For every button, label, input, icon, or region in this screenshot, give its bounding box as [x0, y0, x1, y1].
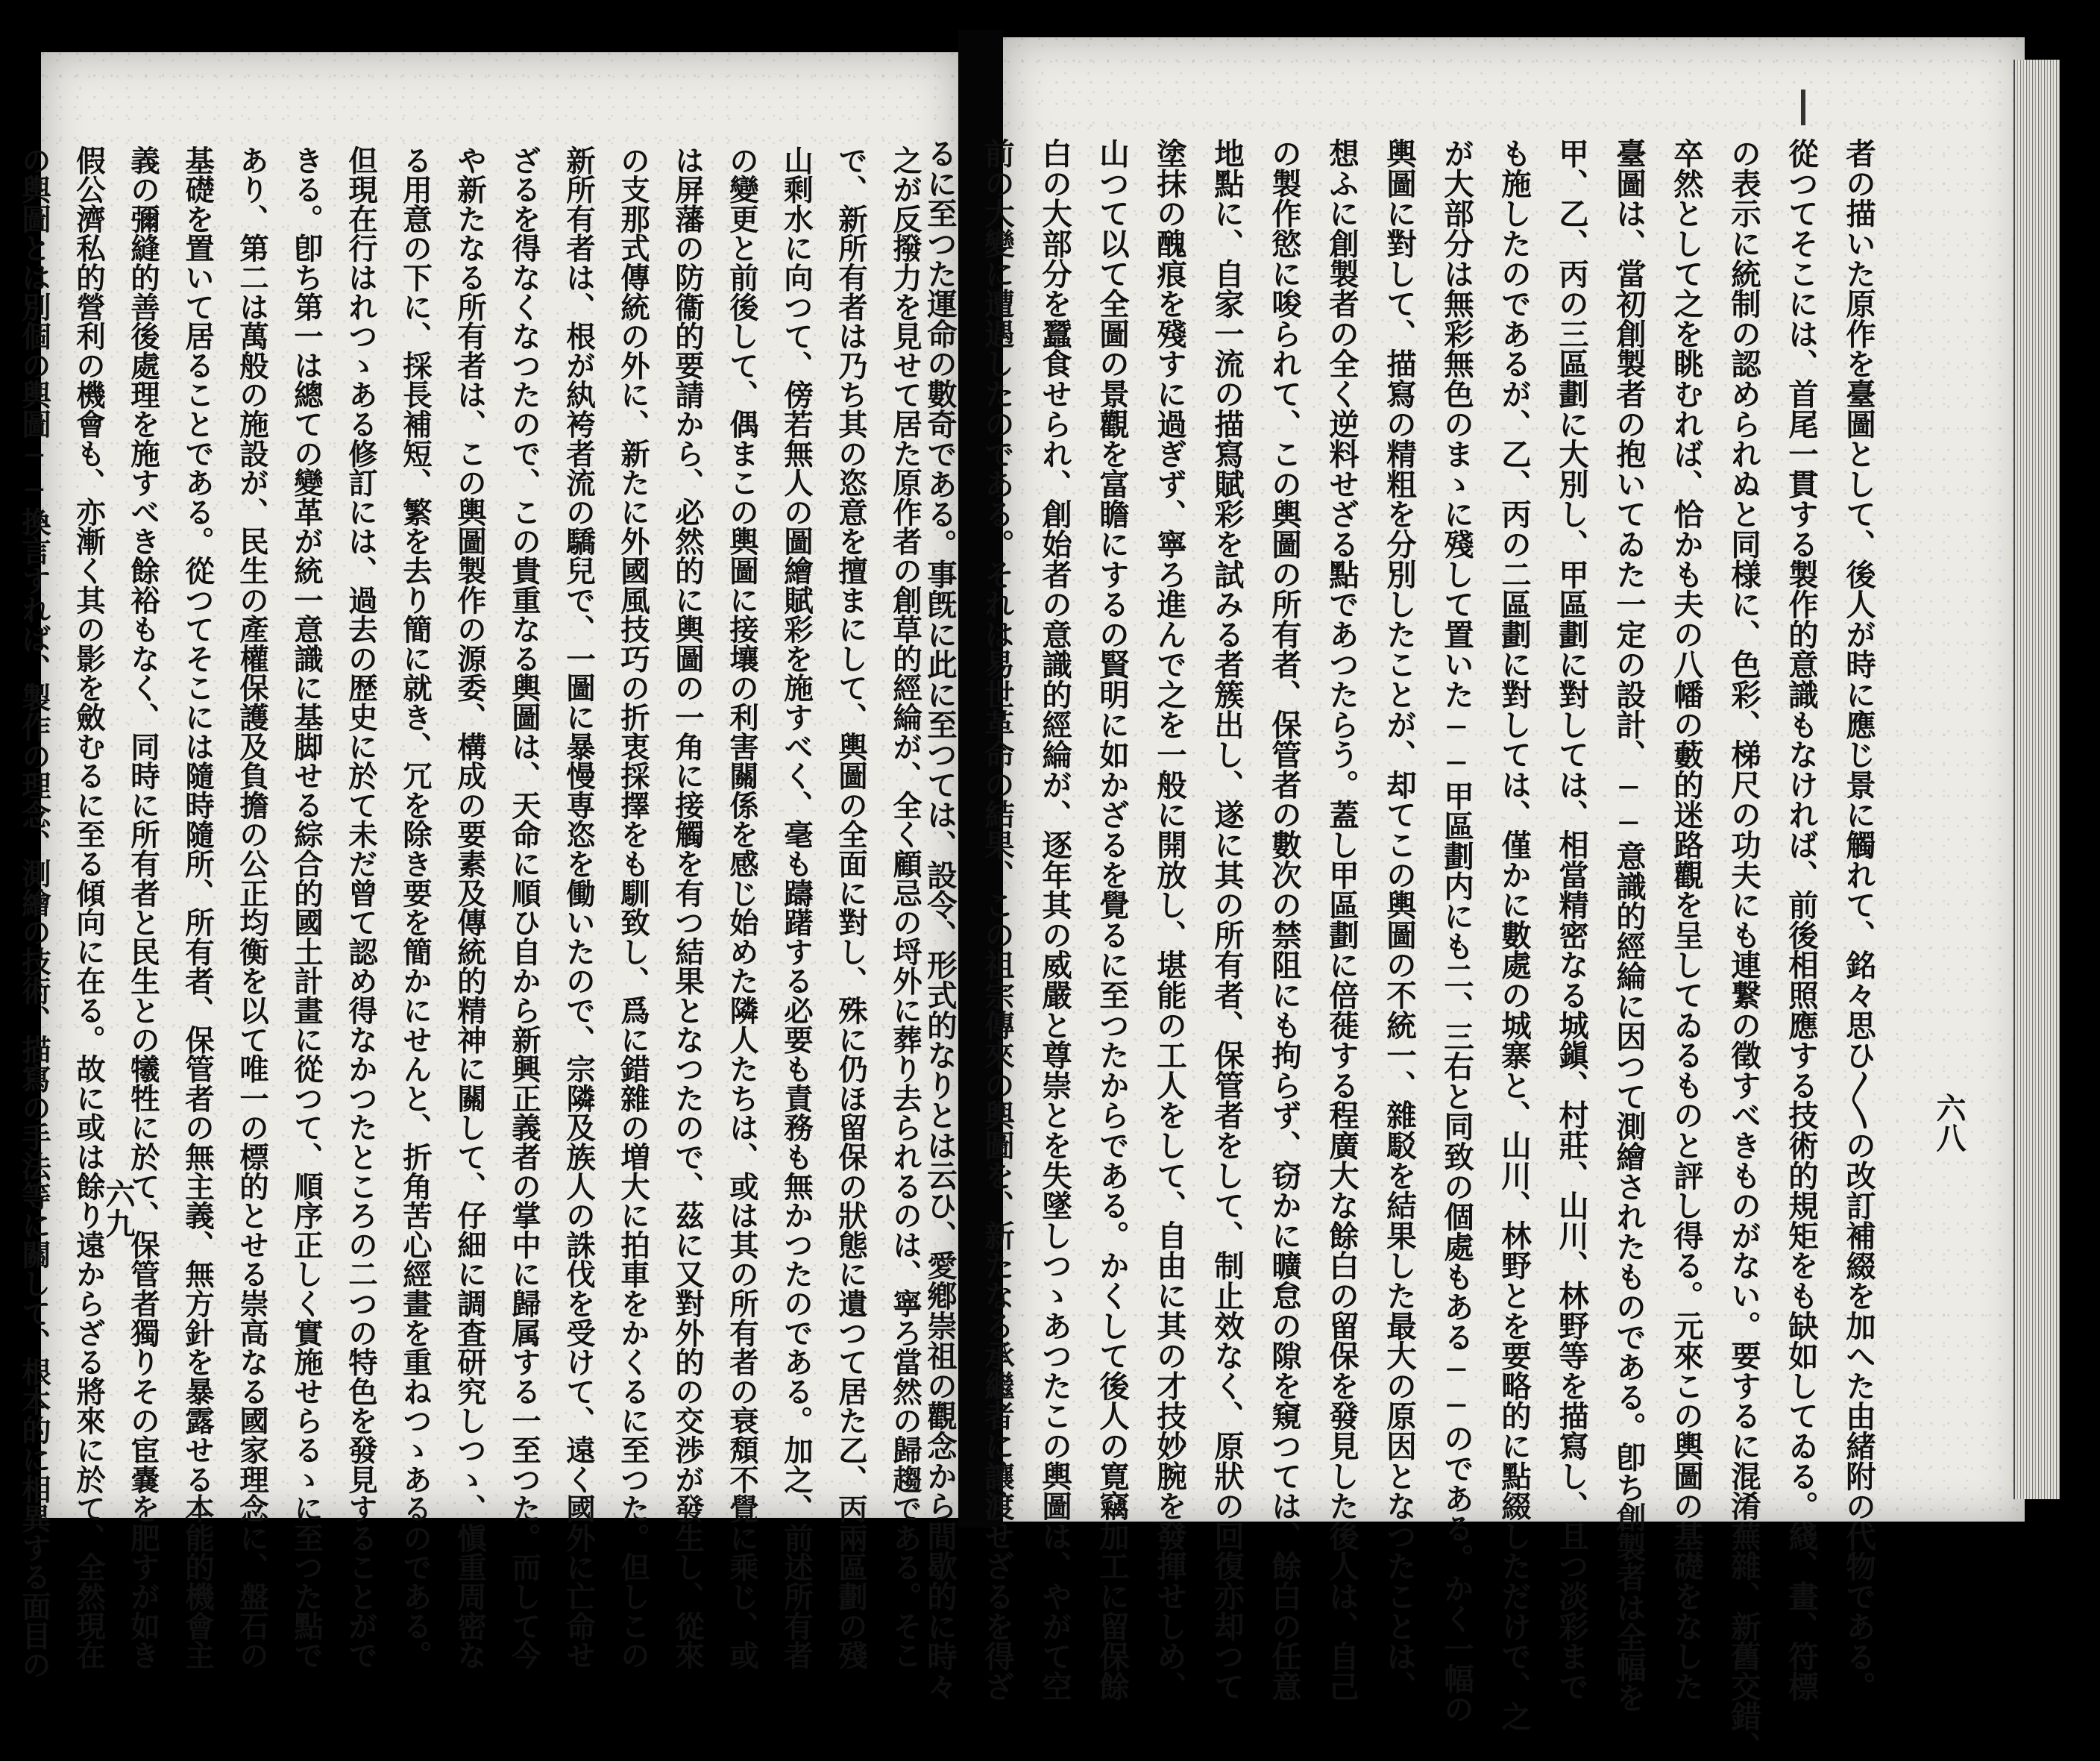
text-line: 臺圖は、當初創製者の抱いてゐた一定の設計、──意識的經綸に因つて測繪されたものである。卽ち創製者は全幅を — [1611, 138, 1647, 1713]
text-line: の支那式傳統の外に、新たに外國風技巧の折衷採擇をも馴致し、爲に錯雜の増大に拍車をかくるに至つた。但しこの — [616, 145, 650, 1670]
margin-mark — [1801, 90, 1805, 125]
text-line: 山つて以て全圖の景觀を富瞻にするの賢明に如かざるを覺るに至つたからである。かくして後人の寛竊加工に留保餘 — [1094, 138, 1130, 1701]
text-line: 卒然として之を眺むれば、恰かも夫の八幡の藪的迷路觀を呈してゐるものと評し得る。元來この輿圖の基礎をなした — [1668, 138, 1704, 1701]
text-line: ざるを得なくなつたので、この貴重なる輿圖は、天命に順ひ自から新興正義者の掌中に歸属する一至つた。而して今 — [507, 145, 541, 1670]
page-edges — [2013, 60, 2060, 1499]
text-line: の輿圖とは別個の輿圖──換言すれば、製作の理念、測繪の技術、描寫の手法等に關して、根本的に相異する面目の — [17, 145, 51, 1680]
right-page-text — [922, 138, 1887, 1761]
text-line: の製作慾に唆られて、この輿圖の所有者、保管者の數次の禁阻にも拘らず、窃かに曠怠の隙を窺つては、餘白の任意 — [1266, 138, 1302, 1701]
text-line: 想ふに創製者の全く逆料せざる點であつたらう。蓋し甲區劃に倍蓰する程廣大な餘白の留保を發見した後人は、自己 — [1324, 138, 1359, 1701]
text-line: 新所有者は、根が紈袴者流の驕兒で、一圖に暴慢専恣を働いたので、宗隣及族人の誅伐を受けて、遠く國外に亡命せ — [562, 145, 596, 1670]
text-line: 義の彌縫的善後處理を施すべき餘裕もなく、同時に所有者と民生との犧牲に於て、保管者獨りその宦嚢を肥すが如き — [126, 145, 160, 1670]
text-line: るに至つた運命の數奇である。事旣に此に至つては、設令、形式的なりとは云ひ、愛鄕崇祖の觀念から間歇的に時々 — [922, 138, 958, 1701]
text-line: 山剩水に向つて、傍若無人の圖繪賦彩を施すべく、毫も躊躇する必要も責務も無かつたのである。加之、前述所有者 — [779, 145, 814, 1670]
text-line: 前の大變に遭遇したのである。それは易世革命の結果、この祖宗傳來の輿圖を、新たなる承繼者に讓渡せざるを得ざ — [979, 138, 1015, 1701]
page-number-left: 六九 — [101, 1178, 136, 1238]
text-line: 假公濟私的營利の機會も、亦漸く其の影を斂むるに至る傾向に在る。故に或は餘り遠からざる將來に於て、全然現在 — [72, 145, 106, 1670]
text-line: 但現在行はれつゝある修訂には、過去の歴史に於て未だ曾て認め得なかつたところの二つの特色を發見することがで — [344, 145, 378, 1670]
text-line: も施したのであるが、乙、丙の二區劃に對しては、僅かに數處の城寨と、山川、林野とを要略的に點綴しただけで、之 — [1496, 138, 1532, 1731]
text-line: 基礎を置いて居ることである。從つてそこには隨時隨所、所有者、保管者の無主義、無方針を暴露せる本能的機會主 — [180, 145, 215, 1670]
text-line: る用意の下に、採長補短、繁を去り簡に就き、冗を除き要を簡かにせんと、折角苦心經畫を重ねつゝあるのである。 — [398, 145, 433, 1670]
text-line: 地點に、自家一流の描寫賦彩を試みる者簇出し、遂に其の所有者、保管者をして、制止效なく、原狀の回復亦却つて — [1209, 138, 1245, 1701]
text-line: きる。卽ち第一は總ての變革が統一意識に基脚せる綜合的國土計畫に從つて、順序正しく實施せらるゝに至つた點で — [289, 145, 324, 1670]
text-line: あり、第二は萬般の施設が、民生の產權保護及負擔の公正均衡を以て唯一の標的とせる崇高なる國家理念に、盤石の — [235, 145, 269, 1670]
text-line: や新たなる所有者は、この輿圖製作の源委、構成の要素及傳統的精神に關して、仔細に調査研究しつゝ、愼重周密な — [453, 145, 487, 1670]
text-line: 甲、乙、丙の三區劃に大別し、甲區劃に對しては、相當精密なる城鎭、村莊、山川、林野等を描寫し、且つ淡彩まで — [1553, 138, 1589, 1701]
text-line: 塗抹の醜痕を殘すに過ぎず、寧ろ進んで之を一般に開放し、堪能の工人をして、自由に其の才技妙腕を發揮せしめ、 — [1151, 138, 1187, 1701]
text-line: 白の大部分を蠶食せられ、創始者の意識的經綸が、逐年其の威嚴と尊崇とを失墜しつゝあつたこの輿圖は、やがて空 — [1037, 138, 1072, 1701]
text-line: 輿圖に對して、描寫の精粗を分別したことが、却てこの輿圖の不統一、雜駁を結果した最大の原因となつたことは、 — [1381, 138, 1417, 1701]
text-line: で、新所有者は乃ち其の恣意を擅まにして、輿圖の全面に對し、殊に仍ほ留保の狀態に遺つて居た乙、丙兩區劃の殘 — [834, 145, 868, 1670]
text-line: 者の描いた原作を臺圖として、後人が時に應じ景に觸れて、銘々思ひ〳〵の改訂補綴を加へた由緒附の代物である。 — [1840, 138, 1876, 1701]
text-line: の變更と前後して、偶まこの輿圖に接壤の利害關係を感じ始めた隣人たちは、或は其の所有者の衰頽不覺に乘じ、或 — [725, 145, 759, 1670]
text-line: が大部分は無彩無色のまゝに殘して置いた──甲區劃内にも二、三右と同致の個處もある──のである。かく一幅の — [1439, 138, 1474, 1724]
text-line: の表示に統制の認められぬと同様に、色彩、梯尺の功夫にも連繋の徵すべきものがない。要するに混淆蕪雜、新舊交錯、 — [1726, 138, 1761, 1761]
text-line: 從つてそこには、首尾一貫する製作的意識もなければ、前後相照應する技術的規矩をも缺如してゐる。綫、畫、符標 — [1783, 138, 1819, 1701]
text-line: は屏藩の防衞的要請から、必然的に輿圖の一角に接觸を有つ結果となつたので、茲に又對外的の交渉が發生し、從來 — [670, 145, 705, 1670]
page-number-right: 六八 — [1931, 1093, 1967, 1152]
text-line: 之が反撥力を見せて居た原作者の創草的經綸が、全く顧忌の埒外に葬り去られるのは、寧ろ當然の歸趨である。そこ — [888, 145, 922, 1670]
